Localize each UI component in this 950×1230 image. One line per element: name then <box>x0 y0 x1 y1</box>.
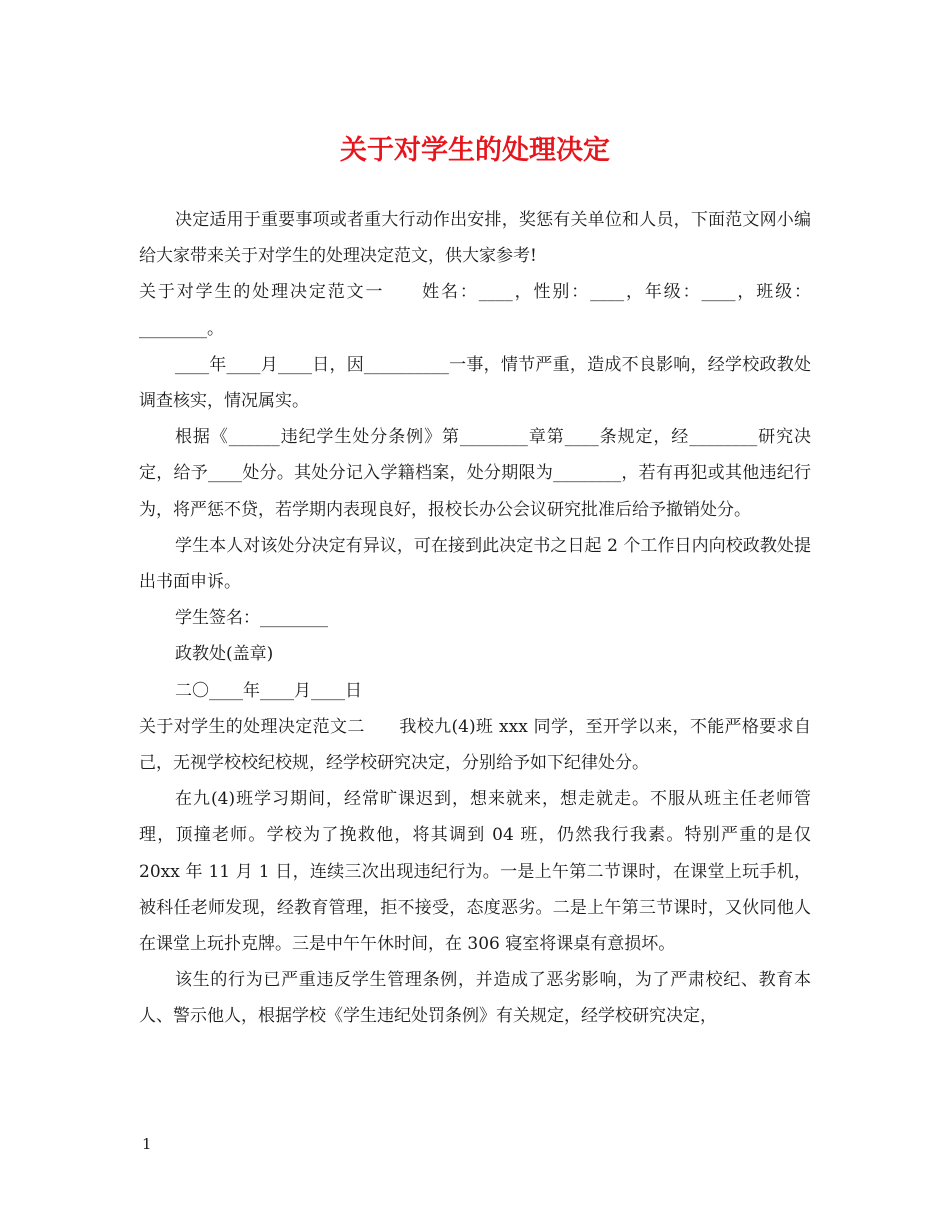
sample2-paragraph-2: 该生的行为已严重违反学生管理条例，并造成了恶劣影响，为了严肃校纪、教育本人、警示他人，根据学校《学生违纪处罚条例》有关规定，经学校研究决定， <box>139 970 811 1027</box>
sample1-paragraph-2: 根据《______违纪学生处分条例》第________章第____条规定，经________研究决定，给予____处分。其处分记入学籍档案，处分期限为________，若有再犯或其他违纪行为，将严惩不贷，若学期内表现良好，报校长办公会议研究批准后给予撤销处分。 <box>139 427 811 520</box>
sample1-paragraph-1: ____年____月____日，因__________一事，情节严重，造成不良影响，经学校政教处调查核实，情况属实。 <box>139 354 811 412</box>
page-number: 1 <box>142 1135 152 1153</box>
sample1-heading: 关于对学生的处理决定范文一 姓名：____，性别：____，年级：____，班级：________。 <box>139 282 811 339</box>
document-title: 关于对学生的处理决定 <box>340 135 610 166</box>
student-signature-line: 学生签名：________ <box>175 608 328 629</box>
seal-line: 政教处(盖章) <box>175 644 274 665</box>
sample1-paragraph-3: 学生本人对该处分决定有异议，可在接到此决定书之日起 2 个工作日内向校政教处提出书面申诉。 <box>139 535 811 593</box>
sample2-paragraph-1: 在九(4)班学习期间，经常旷课迟到，想来就来，想走就走。不服从班主任老师管理，顶撞老师。学校为了挽救他，将其调到 04 班，仍然我行我素。特别严重的是仅 20xx 年 11 月 1 日，连续三次出现违纪行为。一是上午第二节课时，在课堂上玩手机，被科任老师发现，经教育管理，拒不接受，态度恶劣。二是上午第三节课时，又伙同他人在课堂上玩扑克牌。三是中午午休时间，在 306 寝室将课桌有意损坏。 <box>139 789 811 955</box>
date-line: 二〇____年____月____日 <box>175 680 362 701</box>
document-body <box>139 202 811 1035</box>
sample2-heading: 关于对学生的处理决定范文二 我校九(4)班 xxx 同学，至开学以来，不能严格要求自己，无视学校校纪校规，经学校研究决定，分别给予如下纪律处分。 <box>139 716 811 774</box>
intro-paragraph: 决定适用于重要事项或者重大行动作出安排，奖惩有关单位和人员，下面范文网小编给大家带来关于对学生的处理决定范文，供大家参考! <box>139 210 811 267</box>
